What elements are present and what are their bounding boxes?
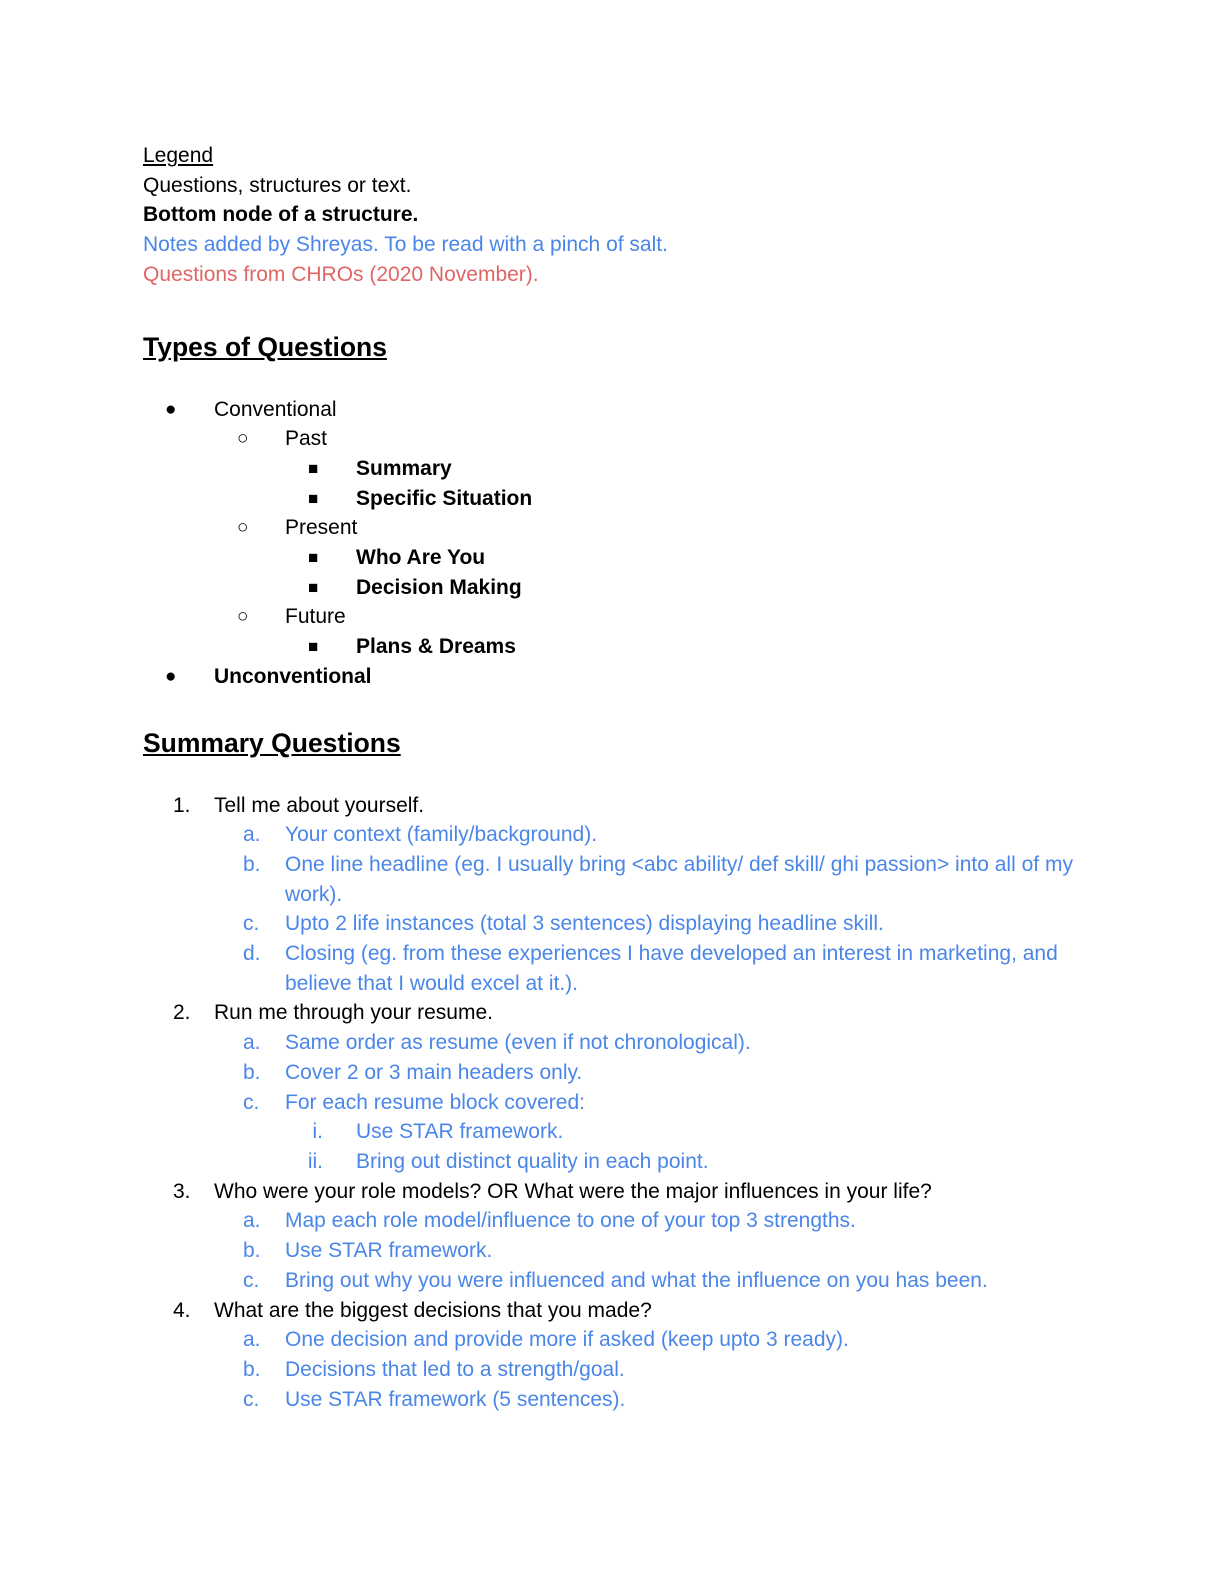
note-text: Same order as resume (even if not chronological). <box>285 1031 751 1055</box>
legend-bold-text: Bottom node of a structure. <box>143 203 419 227</box>
note-marker: c. <box>243 1387 260 1411</box>
note-text: Map each role model/influence to one of your top 3 strengths. <box>285 1209 856 1233</box>
list-item <box>143 484 1103 514</box>
list-item <box>143 513 1103 543</box>
question-number: 3. <box>173 1179 191 1203</box>
bullet-square-icon: ■ <box>308 637 319 657</box>
summary-questions-heading: Summary Questions <box>143 727 401 758</box>
types-of-questions-heading: Types of Questions <box>143 331 387 362</box>
note-marker: ii. <box>307 1149 323 1173</box>
question-item <box>143 998 1103 1028</box>
bullet-square-icon: ■ <box>308 548 319 568</box>
note-text: Bring out why you were influenced and what the influence on you has been. <box>285 1268 988 1292</box>
bullet-circle-icon: ○ <box>237 517 249 539</box>
bullet-circle-icon: ○ <box>237 606 249 628</box>
note-item <box>143 939 1103 998</box>
note-item <box>143 1088 1103 1118</box>
note-text: Use STAR framework. <box>356 1120 564 1144</box>
bullet-square-icon: ■ <box>308 488 319 508</box>
list-item-label: Specific Situation <box>356 486 533 510</box>
note-text: Decisions that led to a strength/goal. <box>285 1357 625 1381</box>
bullet-circle-icon: ○ <box>237 428 249 450</box>
note-marker: b. <box>243 1239 261 1263</box>
note-item <box>143 820 1103 850</box>
question-text: Who were your role models? OR What were the major influences in your life? <box>214 1179 932 1203</box>
note-marker: b. <box>243 1060 261 1084</box>
list-item-label: Past <box>285 427 328 451</box>
note-marker: d. <box>243 942 261 966</box>
list-item <box>143 395 1103 425</box>
note-marker: a. <box>243 823 261 847</box>
note-marker: i. <box>312 1120 323 1144</box>
note-marker: b. <box>243 1357 261 1381</box>
note-text: Cover 2 or 3 main headers only. <box>285 1060 583 1084</box>
question-item <box>143 1177 1103 1207</box>
question-text: Run me through your resume. <box>214 1001 493 1025</box>
list-item <box>143 454 1103 484</box>
note-item <box>143 1355 1103 1385</box>
list-item-label: Unconventional <box>214 664 372 688</box>
note-subitem <box>143 1147 1103 1177</box>
note-item <box>143 1325 1103 1355</box>
bullet-dot-icon: ● <box>165 665 177 687</box>
list-item <box>143 602 1103 632</box>
legend-red-text: Questions from CHROs (2020 November). <box>143 262 539 286</box>
note-marker: a. <box>243 1031 261 1055</box>
list-item <box>143 632 1103 662</box>
list-item-label: Who Are You <box>356 546 486 570</box>
note-item <box>143 1028 1103 1058</box>
note-marker: c. <box>243 912 260 936</box>
note-subitem <box>143 1117 1103 1147</box>
legend-blue-text: Notes added by Shreyas. To be read with a pinch of salt. <box>143 233 668 257</box>
list-item-label: Summary <box>356 456 452 480</box>
note-text: Bring out distinct quality in each point. <box>356 1149 709 1173</box>
bullet-square-icon: ■ <box>308 577 319 597</box>
note-text: Use STAR framework. <box>285 1239 493 1263</box>
types-list <box>143 395 1103 692</box>
list-item-label: Conventional <box>214 397 337 421</box>
note-text: Upto 2 life instances (total 3 sentences) displaying headline skill. <box>285 912 884 936</box>
bullet-dot-icon: ● <box>165 398 177 420</box>
list-item-label: Present <box>285 516 358 540</box>
list-item <box>143 573 1103 603</box>
question-text: What are the biggest decisions that you made? <box>214 1298 652 1322</box>
note-item <box>143 1385 1103 1415</box>
question-item <box>143 1296 1103 1326</box>
note-text: For each resume block covered: <box>285 1090 585 1114</box>
bullet-square-icon: ■ <box>308 458 319 478</box>
note-marker: c. <box>243 1268 260 1292</box>
note-marker: a. <box>243 1328 261 1352</box>
question-item <box>143 791 1103 821</box>
note-marker: a. <box>243 1209 261 1233</box>
list-item-label: Plans & Dreams <box>356 635 516 659</box>
question-text: Tell me about yourself. <box>214 793 425 817</box>
note-item <box>143 909 1103 939</box>
note-text: Use STAR framework (5 sentences). <box>285 1387 626 1411</box>
note-item <box>143 1236 1103 1266</box>
note-item <box>143 1058 1103 1088</box>
note-item <box>143 1206 1103 1236</box>
note-text: Closing (eg. from these experiences I have developed an interest in marketing, and believe that I would excel at it.). <box>285 942 1058 995</box>
question-number: 2. <box>173 1001 191 1025</box>
list-item <box>143 424 1103 454</box>
list-item-label: Future <box>285 605 346 629</box>
summary-questions-list <box>143 791 1103 1415</box>
note-marker: b. <box>243 852 261 876</box>
note-text: One decision and provide more if asked (keep upto 3 ready). <box>285 1328 849 1352</box>
note-item <box>143 1266 1103 1296</box>
question-number: 4. <box>173 1298 191 1322</box>
note-text: One line headline (eg. I usually bring <abc ability/ def skill/ ghi passion> into all of my work). <box>285 852 1073 906</box>
list-item <box>143 543 1103 573</box>
note-text: Your context (family/background). <box>285 823 598 847</box>
question-number: 1. <box>173 793 191 817</box>
list-item <box>143 662 1103 692</box>
legend-plain-text: Questions, structures or text. <box>143 173 412 197</box>
list-item-label: Decision Making <box>356 575 522 599</box>
note-item <box>143 850 1103 909</box>
document-page <box>143 141 1103 1414</box>
note-marker: c. <box>243 1090 260 1114</box>
legend-title: Legend <box>143 144 214 167</box>
